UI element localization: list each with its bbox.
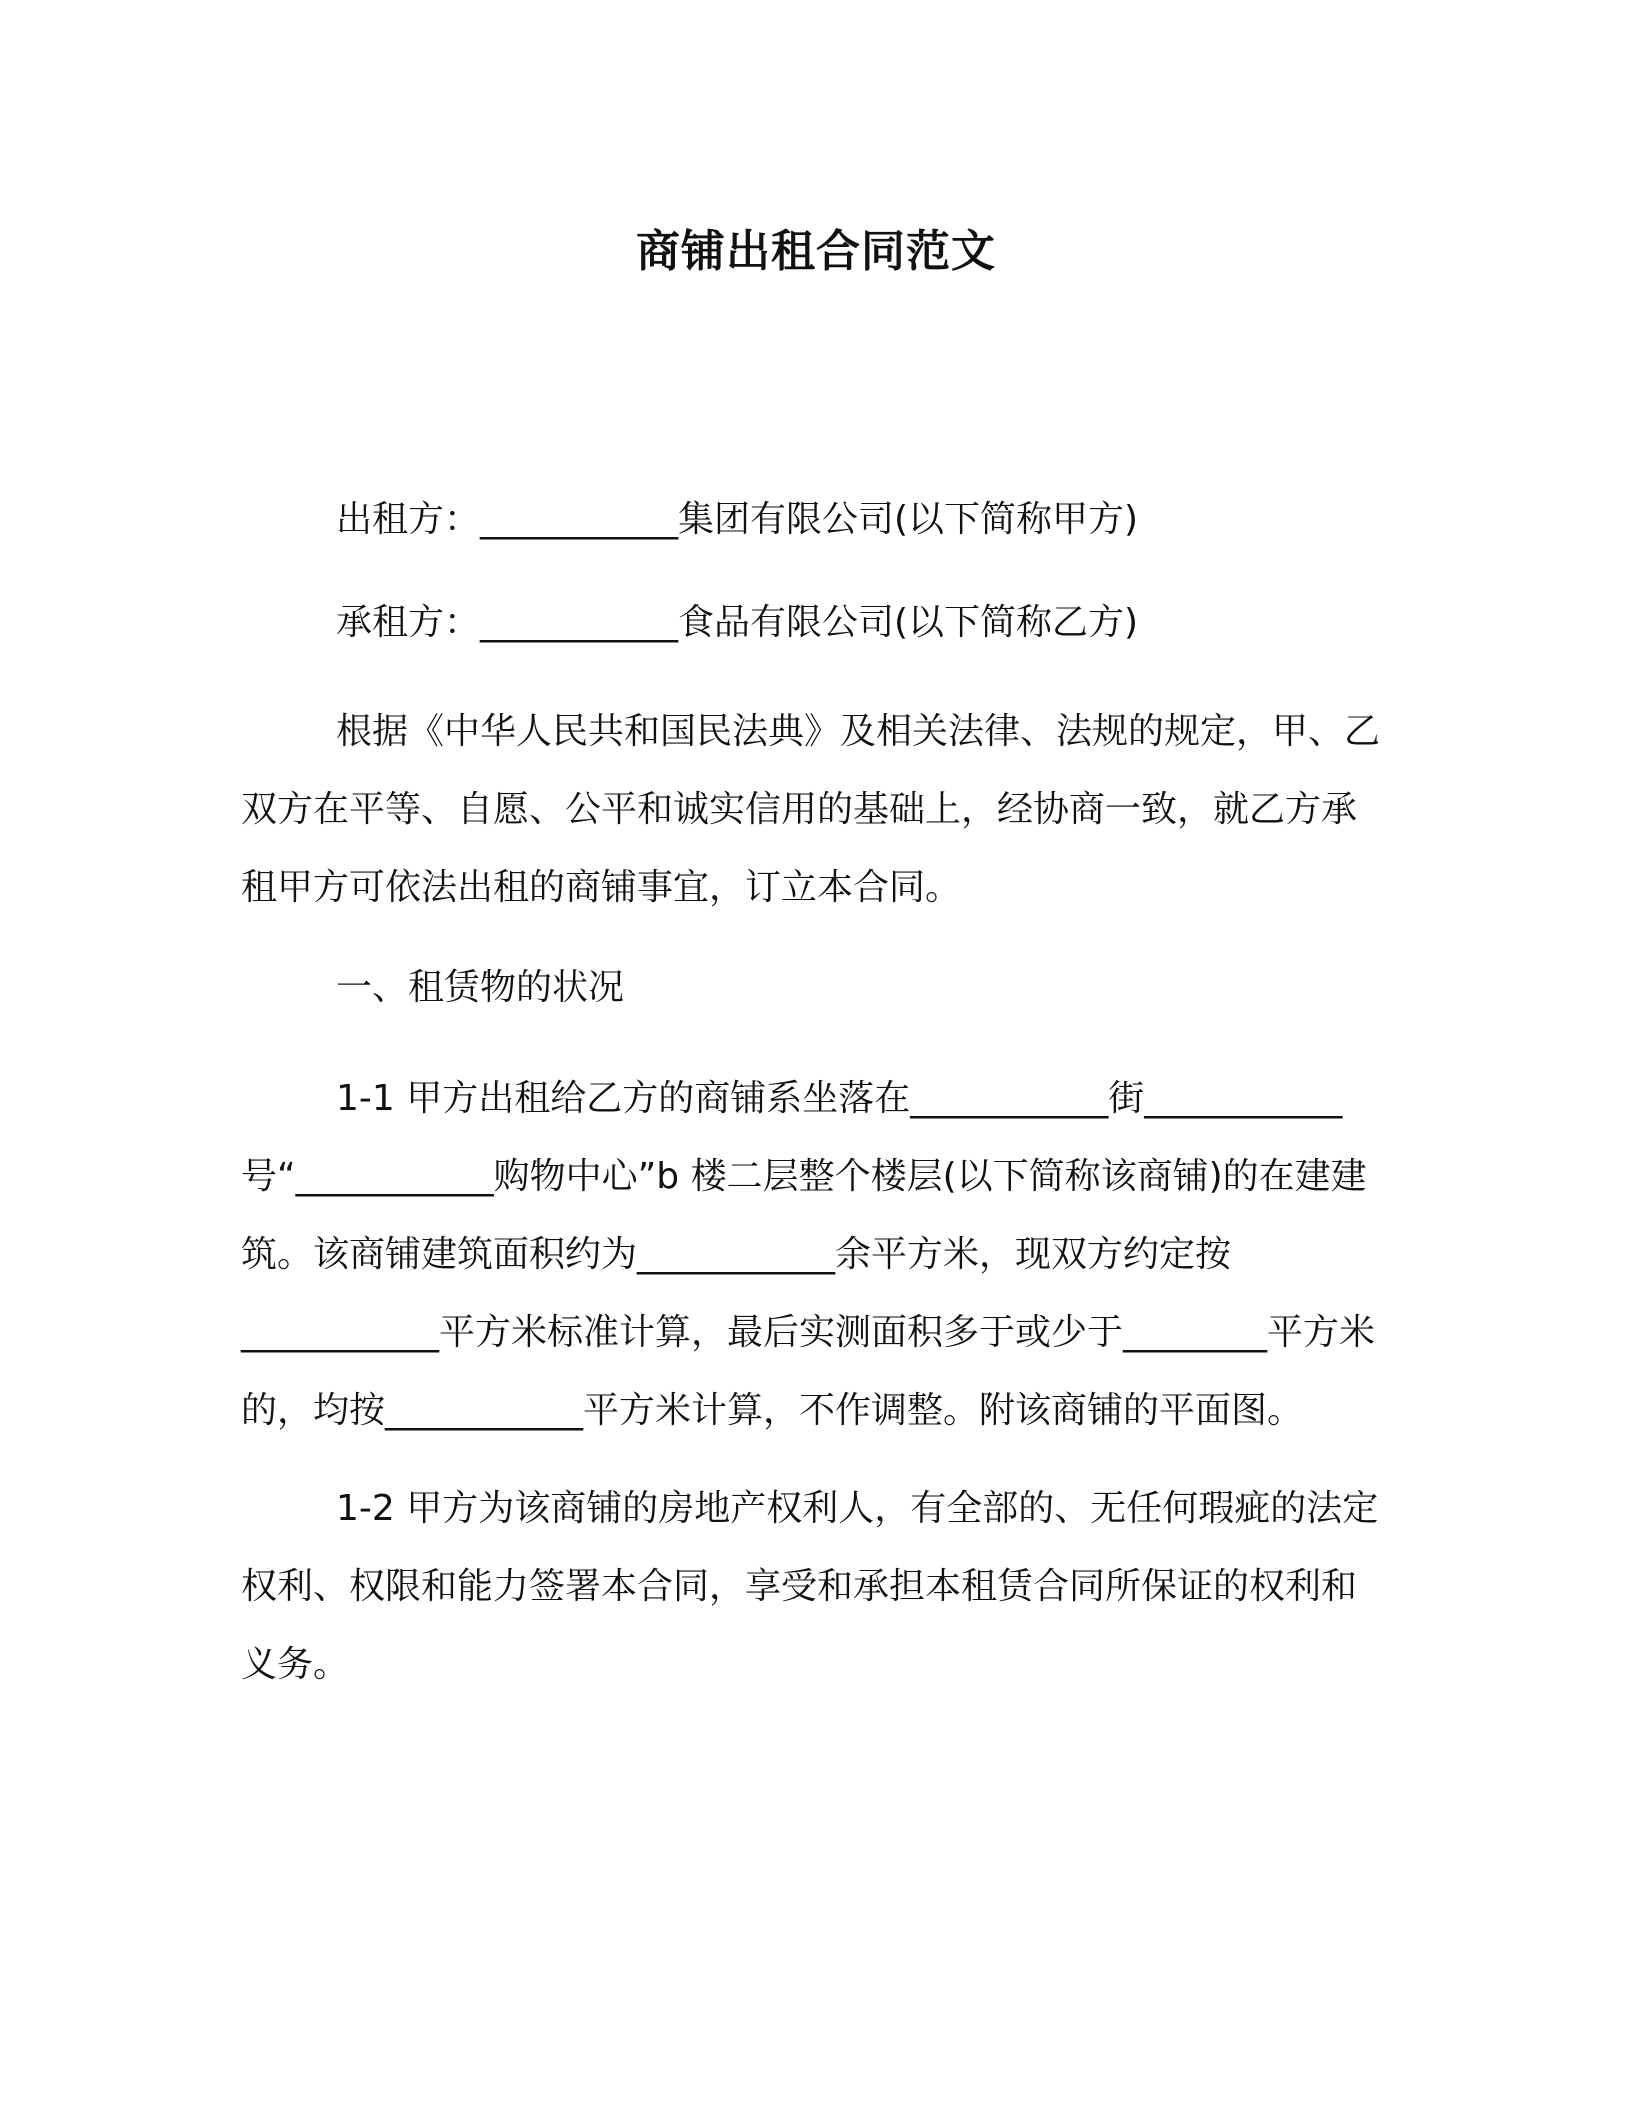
lessor-line: 出租方：___________集团有限公司(以下简称甲方): [336, 499, 1139, 540]
basis-paragraph: 根据《中华人民共和国民法典》及相关法律、法规的规定，甲、乙双方在平等、自愿、公平和诚实信用的基础上，经协商一致，就乙方承租甲方可依法出租的商铺事宜，订立本合同。: [241, 711, 1381, 908]
clause-1-2: 1-2 甲方为该商铺的房地产权利人，有全部的、无任何瑕疵的法定权利、权限和能力签署本合同，享受和承担本租赁合同所保证的权利和义务。: [241, 1488, 1379, 1685]
clause-1-1: 1-1 甲方出租给乙方的商铺系坐落在___________街___________号“___________购物中心”b 楼二层整个楼层(以下简称该商铺)的在建建筑。该商铺建筑面积约为___________余平方米，现双方约定按___________平方米标准计算，最后实测面积多于或少于________平方米的，均按___________平方米计算，不作调整。附该商铺的平面图。: [241, 1078, 1376, 1431]
section-heading: 一、租赁物的状况: [336, 967, 625, 1008]
document-title: 商铺出租合同范文: [636, 226, 996, 277]
lessee-line: 承租方：___________食品有限公司(以下简称乙方): [336, 602, 1139, 643]
